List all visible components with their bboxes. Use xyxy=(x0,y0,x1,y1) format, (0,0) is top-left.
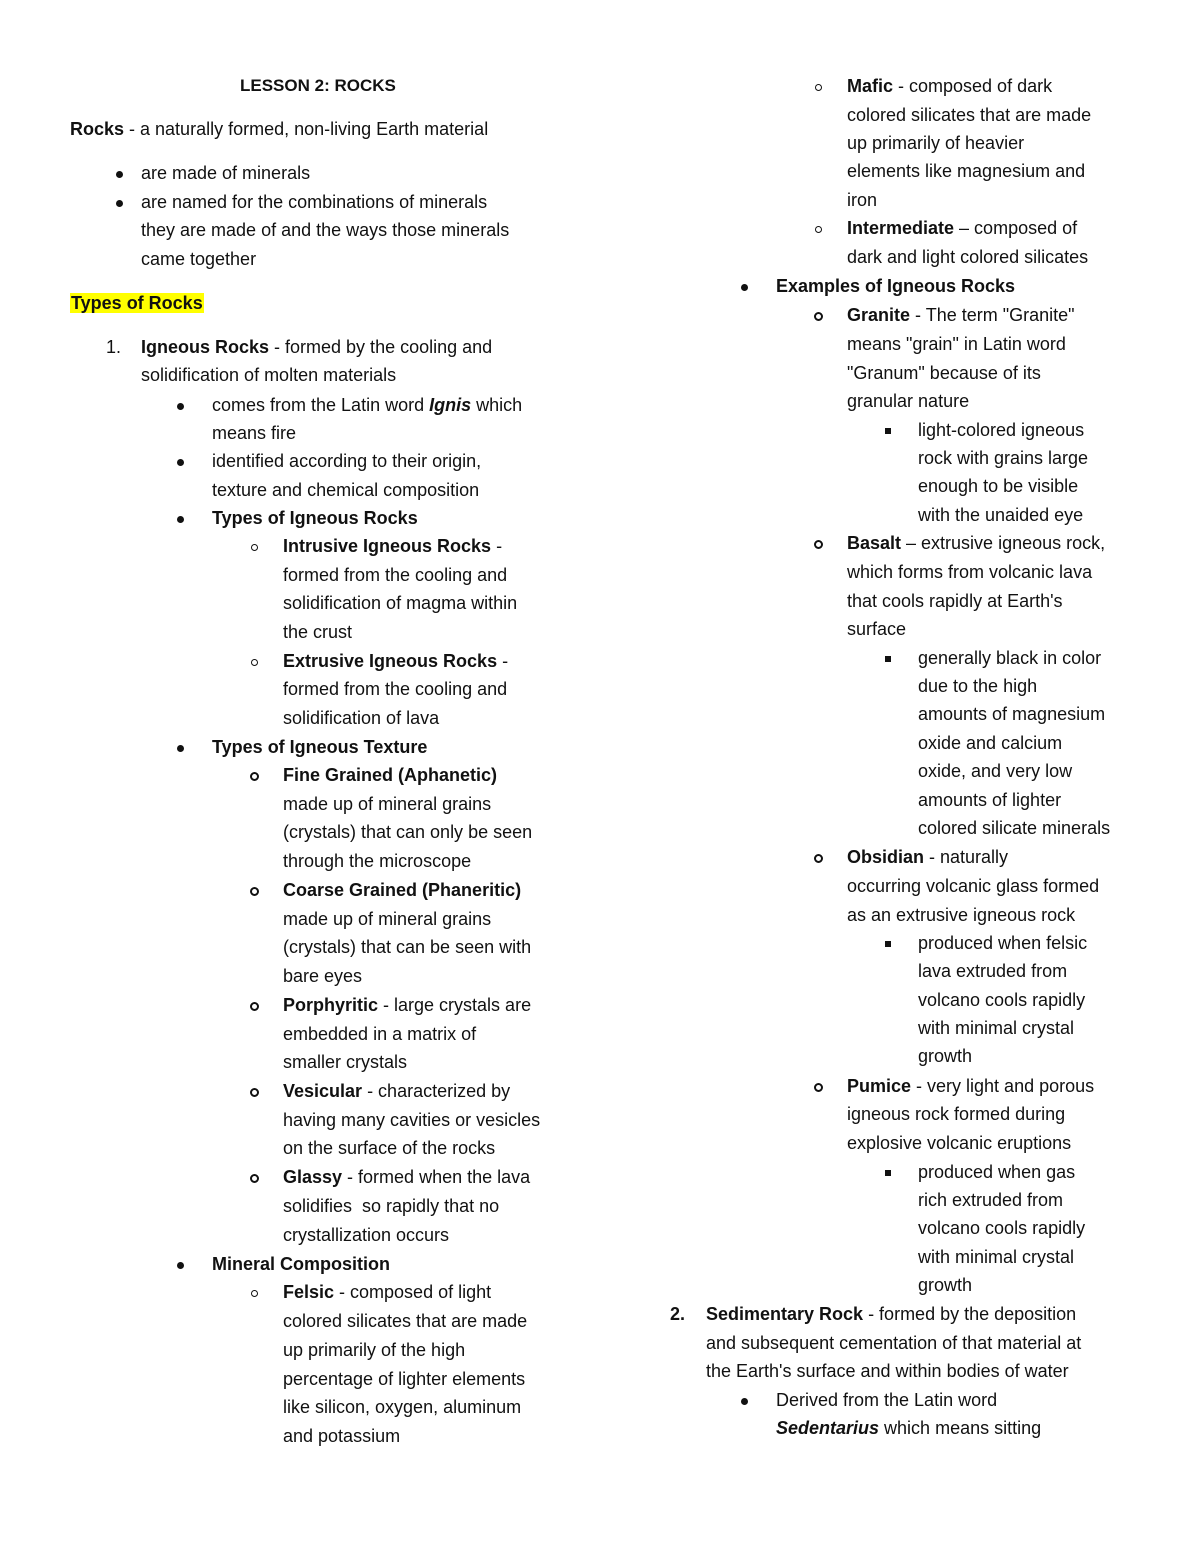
felsic-line: up primarily of the high xyxy=(283,1340,466,1360)
obsidian-sub-line: produced when felsic xyxy=(918,933,1088,953)
glassy-item xyxy=(283,1163,530,1192)
pumice-sub-line: volcano cools rapidly xyxy=(918,1218,1086,1238)
felsic-line: percentage of lighter elements xyxy=(283,1369,526,1389)
mafic-text: - composed of dark xyxy=(893,76,1053,96)
porphyritic-line: embedded in a matrix of xyxy=(283,1024,477,1044)
basalt-sub-line: oxide, and very low xyxy=(918,761,1073,781)
bold-circle-bullet-icon xyxy=(250,876,259,905)
bold-circle-bullet-icon xyxy=(814,843,823,872)
igneous-definition xyxy=(141,333,492,362)
latin-origin-cont: means fire xyxy=(212,423,297,443)
glassy-term: Glassy xyxy=(283,1167,343,1187)
pumice-sub-line: produced when gas xyxy=(918,1162,1076,1182)
bullet-icon xyxy=(116,188,123,217)
porphyritic-item xyxy=(283,991,531,1020)
bold-circle-bullet-icon xyxy=(814,1072,823,1101)
felsic-term: Felsic xyxy=(283,1282,335,1302)
pumice-sub-line: rich extruded from xyxy=(918,1190,1064,1210)
extrusive-term: Extrusive Igneous Rocks xyxy=(283,651,498,671)
mafic-line: iron xyxy=(847,190,878,210)
intrusive-line: solidification of magma within xyxy=(283,593,518,613)
felsic-line: colored silicates that are made xyxy=(283,1311,528,1331)
pumice-sub-line: with minimal crystal xyxy=(918,1247,1075,1267)
granite-sub-line: enough to be visible xyxy=(918,476,1079,496)
circle-bullet-icon xyxy=(251,532,258,561)
list-number: 1. xyxy=(106,337,122,357)
examples-heading: Examples of Igneous Rocks xyxy=(776,276,1016,296)
granite-sub-line: rock with grains large xyxy=(918,448,1089,468)
coarse-line: bare eyes xyxy=(283,966,363,986)
texture-heading: Types of Igneous Texture xyxy=(212,737,428,757)
sedimentary-line: and subsequent cementation of that material at xyxy=(706,1333,1082,1353)
fine-line: made up of mineral grains xyxy=(283,794,492,814)
bold-circle-bullet-icon xyxy=(250,1077,259,1106)
pumice-line: explosive volcanic eruptions xyxy=(847,1133,1072,1153)
sedimentary-line: the Earth's surface and within bodies of water xyxy=(706,1361,1069,1381)
felsic-line: like silicon, oxygen, aluminum xyxy=(283,1397,522,1417)
mafic-term: Mafic xyxy=(847,76,894,96)
obsidian-sub-line: volcano cools rapidly xyxy=(918,990,1086,1010)
derived-text: Derived from the Latin word xyxy=(776,1390,998,1410)
bold-circle-bullet-icon xyxy=(814,529,823,558)
mafic-line: colored silicates that are made xyxy=(847,105,1092,125)
coarse-line: (crystals) that can be seen with xyxy=(283,937,532,957)
basalt-sub-line: generally black in color xyxy=(918,648,1102,668)
basalt-sub-line: amounts of lighter xyxy=(918,790,1062,810)
obsidian-item xyxy=(847,843,1008,872)
granite-text: - The term "Granite" xyxy=(910,305,1075,325)
rocks-bullet: are made of minerals xyxy=(141,163,311,183)
page-title: LESSON 2: ROCKS xyxy=(240,76,396,95)
felsic-text: - composed of light xyxy=(334,1282,492,1302)
sedimentary-definition xyxy=(706,1300,1076,1329)
identified-text-cont: texture and chemical composition xyxy=(212,480,480,500)
glassy-line: crystallization occurs xyxy=(283,1225,450,1245)
mineral-composition-heading: Mineral Composition xyxy=(212,1254,391,1274)
basalt-sub-line: amounts of magnesium xyxy=(918,704,1106,724)
obsidian-term: Obsidian xyxy=(847,847,925,867)
porphyritic-term: Porphyritic xyxy=(283,995,379,1015)
extrusive-line: formed from the cooling and xyxy=(283,679,508,699)
igneous-term: Igneous Rocks xyxy=(141,337,270,357)
square-bullet-icon xyxy=(885,644,891,673)
intermediate-term: Intermediate xyxy=(847,218,955,238)
identified-text: identified according to their origin, xyxy=(212,451,482,471)
intrusive-line: formed from the cooling and xyxy=(283,565,508,585)
types-of-rocks-heading xyxy=(70,289,204,318)
granite-line: granular nature xyxy=(847,391,970,411)
bullet-icon xyxy=(177,733,184,762)
basalt-sub-line: oxide and calcium xyxy=(918,733,1063,753)
circle-bullet-icon xyxy=(251,647,258,676)
bullet-icon xyxy=(177,1250,184,1279)
obsidian-line: occurring volcanic glass formed xyxy=(847,876,1100,896)
pumice-text: - very light and porous xyxy=(911,1076,1095,1096)
bullet-icon xyxy=(116,159,123,188)
pumice-term: Pumice xyxy=(847,1076,912,1096)
fine-line: through the microscope xyxy=(283,851,472,871)
intermediate-text: – composed of xyxy=(954,218,1078,238)
circle-bullet-icon xyxy=(251,1278,258,1307)
latin-pre: comes from the Latin word xyxy=(212,395,430,415)
bold-circle-bullet-icon xyxy=(250,991,259,1020)
granite-sub-line: light-colored igneous xyxy=(918,420,1085,440)
basalt-line: that cools rapidly at Earth's xyxy=(847,591,1063,611)
bullet-icon xyxy=(741,272,748,301)
circle-bullet-icon xyxy=(815,214,822,243)
granite-sub-line: with the unaided eye xyxy=(918,505,1084,525)
obsidian-line: as an extrusive igneous rock xyxy=(847,905,1076,925)
bullet-icon xyxy=(177,447,184,476)
basalt-line: surface xyxy=(847,619,907,639)
types-igneous-heading: Types of Igneous Rocks xyxy=(212,508,418,528)
rocks-bullet-cont: came together xyxy=(141,249,257,269)
latin-word: Sedentarius xyxy=(776,1418,880,1438)
circle-bullet-icon xyxy=(815,72,822,101)
basalt-item xyxy=(847,529,1105,558)
glassy-text: - formed when the lava xyxy=(342,1167,531,1187)
rocks-definition-text: - a naturally formed, non-living Earth material xyxy=(124,119,489,139)
bold-circle-bullet-icon xyxy=(250,761,259,790)
obsidian-sub-line: with minimal crystal xyxy=(918,1018,1075,1038)
pumice-sub-line: growth xyxy=(918,1275,973,1295)
obsidian-text: - naturally xyxy=(924,847,1009,867)
intermediate-item xyxy=(847,214,1077,243)
coarse-grained-term: Coarse Grained (Phaneritic) xyxy=(283,880,522,900)
intrusive-line: the crust xyxy=(283,622,353,642)
vesicular-line: on the surface of the rocks xyxy=(283,1138,496,1158)
bold-circle-bullet-icon xyxy=(814,301,823,330)
intrusive-item xyxy=(283,532,502,561)
fine-grained-term: Fine Grained (Aphanetic) xyxy=(283,765,498,785)
vesicular-item xyxy=(283,1077,510,1106)
basalt-line: which forms from volcanic lava xyxy=(847,562,1093,582)
porphyritic-line: smaller crystals xyxy=(283,1052,408,1072)
igneous-definition-cont: solidification of molten materials xyxy=(141,365,397,385)
fine-line: (crystals) that can only be seen xyxy=(283,822,533,842)
vesicular-line: having many cavities or vesicles xyxy=(283,1110,541,1130)
bold-circle-bullet-icon xyxy=(250,1163,259,1192)
intrusive-suffix: - xyxy=(491,536,503,556)
latin-origin xyxy=(212,391,522,420)
square-bullet-icon xyxy=(885,1158,891,1187)
sedimentary-text: - formed by the deposition xyxy=(863,1304,1077,1324)
obsidian-sub-line: growth xyxy=(918,1046,973,1066)
basalt-text: – extrusive igneous rock, xyxy=(901,533,1106,553)
basalt-sub-line: colored silicate minerals xyxy=(918,818,1111,838)
coarse-line: made up of mineral grains xyxy=(283,909,492,929)
square-bullet-icon xyxy=(885,416,891,445)
granite-line: means "grain" in Latin word xyxy=(847,334,1066,354)
mafic-line: elements like magnesium and xyxy=(847,161,1086,181)
intrusive-term: Intrusive Igneous Rocks xyxy=(283,536,492,556)
extrusive-item xyxy=(283,647,508,676)
intermediate-line: dark and light colored silicates xyxy=(847,247,1089,267)
rocks-term: Rocks xyxy=(70,119,125,139)
latin-word: Ignis xyxy=(429,395,472,415)
felsic-item xyxy=(283,1278,491,1307)
pumice-item xyxy=(847,1072,1094,1101)
obsidian-sub-line: lava extruded from xyxy=(918,961,1068,981)
highlighted-heading: Types of Rocks xyxy=(71,293,203,313)
extrusive-line: solidification of lava xyxy=(283,708,440,728)
rocks-bullet: are named for the combinations of minerals xyxy=(141,192,488,212)
basalt-term: Basalt xyxy=(847,533,902,553)
mafic-item xyxy=(847,72,1052,101)
glassy-line: solidifies so rapidly that no xyxy=(283,1196,500,1216)
derived-text-cont xyxy=(776,1414,1041,1443)
vesicular-text: - characterized by xyxy=(362,1081,511,1101)
square-bullet-icon xyxy=(885,929,891,958)
derived-post: which means sitting xyxy=(879,1418,1042,1438)
granite-line: "Granum" because of its xyxy=(847,363,1041,383)
pumice-line: igneous rock formed during xyxy=(847,1104,1066,1124)
basalt-sub-line: due to the high xyxy=(918,676,1038,696)
mafic-line: up primarily of heavier xyxy=(847,133,1025,153)
latin-post: which xyxy=(471,395,523,415)
list-number: 2. xyxy=(670,1304,686,1324)
igneous-text: - formed by the cooling and xyxy=(269,337,493,357)
rocks-bullet-cont: they are made of and the ways those minerals xyxy=(141,220,510,240)
felsic-line: and potassium xyxy=(283,1426,401,1446)
bullet-icon xyxy=(177,391,184,420)
sedimentary-term: Sedimentary Rock xyxy=(706,1304,864,1324)
bullet-icon xyxy=(741,1386,748,1415)
bullet-icon xyxy=(177,504,184,533)
granite-term: Granite xyxy=(847,305,911,325)
vesicular-term: Vesicular xyxy=(283,1081,363,1101)
extrusive-suffix: - xyxy=(497,651,509,671)
granite-item xyxy=(847,301,1075,330)
rocks-definition xyxy=(70,115,488,144)
porphyritic-text: - large crystals are xyxy=(378,995,532,1015)
